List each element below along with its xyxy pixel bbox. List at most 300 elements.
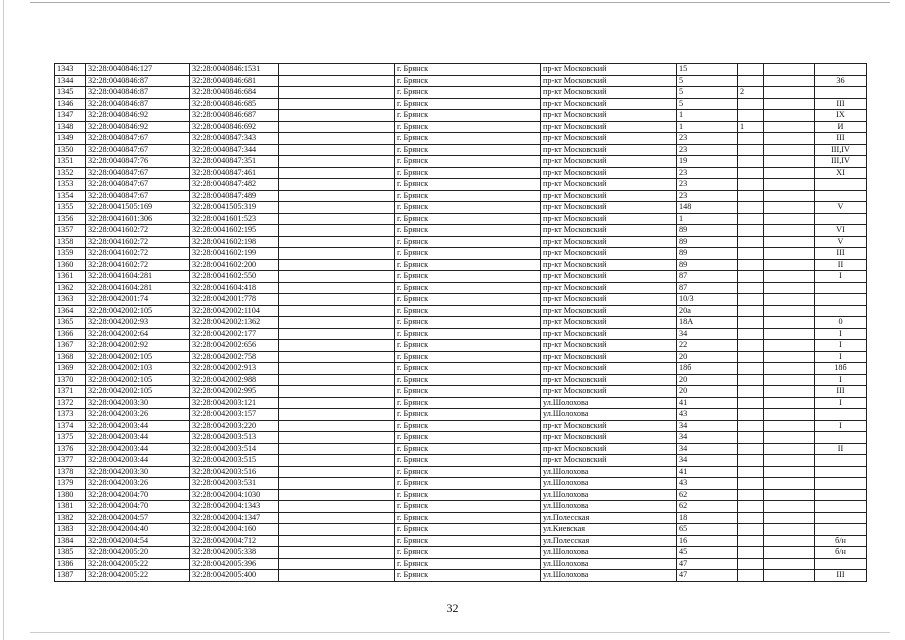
row-number-cell: 1378 bbox=[55, 466, 86, 478]
house-cell: 23 bbox=[677, 133, 738, 145]
parcel-cadastral-cell: 32:28:0040846:87 bbox=[86, 75, 190, 87]
empty-cell bbox=[279, 144, 395, 156]
city-cell: г. Брянск bbox=[395, 190, 541, 202]
empty-cell bbox=[279, 202, 395, 214]
premises-cell bbox=[815, 466, 867, 478]
table-row bbox=[55, 179, 867, 191]
empty-cell bbox=[764, 87, 815, 99]
empty-cell bbox=[279, 213, 395, 225]
building-cell bbox=[738, 501, 764, 513]
street-cell: пр-кт Московский bbox=[541, 386, 677, 398]
object-cadastral-cell: 32:28:0042004:1030 bbox=[190, 489, 279, 501]
building-cell bbox=[738, 340, 764, 352]
house-cell: 45 bbox=[677, 547, 738, 559]
object-cadastral-cell: 32:28:0040847:489 bbox=[190, 190, 279, 202]
building-cell bbox=[738, 478, 764, 490]
premises-cell: I bbox=[815, 420, 867, 432]
parcel-cadastral-cell: 32:28:0042003:44 bbox=[86, 455, 190, 467]
table-row bbox=[55, 501, 867, 513]
city-cell: г. Брянск bbox=[395, 466, 541, 478]
row-number-cell: 1370 bbox=[55, 374, 86, 386]
street-cell: пр-кт Московский bbox=[541, 87, 677, 99]
city-cell: г. Брянск bbox=[395, 248, 541, 260]
city-cell: г. Брянск bbox=[395, 144, 541, 156]
object-cadastral-cell: 32:28:0042003:514 bbox=[190, 443, 279, 455]
street-cell: пр-кт Московский bbox=[541, 305, 677, 317]
street-cell: пр-кт Московский bbox=[541, 282, 677, 294]
empty-cell bbox=[279, 225, 395, 237]
city-cell: г. Брянск bbox=[395, 547, 541, 559]
empty-cell bbox=[764, 409, 815, 421]
empty-cell bbox=[764, 466, 815, 478]
premises-cell bbox=[815, 179, 867, 191]
empty-cell bbox=[764, 489, 815, 501]
house-cell: 41 bbox=[677, 466, 738, 478]
house-cell: 34 bbox=[677, 420, 738, 432]
empty-cell bbox=[764, 225, 815, 237]
building-cell bbox=[738, 75, 764, 87]
parcel-cadastral-cell: 32:28:0042002:105 bbox=[86, 351, 190, 363]
empty-cell bbox=[764, 248, 815, 260]
premises-cell: I bbox=[815, 351, 867, 363]
object-cadastral-cell: 32:28:0042003:516 bbox=[190, 466, 279, 478]
premises-cell bbox=[815, 282, 867, 294]
street-cell: пр-кт Московский bbox=[541, 259, 677, 271]
row-number-cell: 1377 bbox=[55, 455, 86, 467]
parcel-cadastral-cell: 32:28:0042003:44 bbox=[86, 432, 190, 444]
city-cell: г. Брянск bbox=[395, 294, 541, 306]
building-cell bbox=[738, 305, 764, 317]
house-cell: 62 bbox=[677, 501, 738, 513]
street-cell: пр-кт Московский bbox=[541, 133, 677, 145]
building-cell bbox=[738, 64, 764, 76]
house-cell: 20 bbox=[677, 386, 738, 398]
parcel-cadastral-cell: 32:28:0042005:20 bbox=[86, 547, 190, 559]
parcel-cadastral-cell: 32:28:0041602:72 bbox=[86, 236, 190, 248]
object-cadastral-cell: 32:28:0042005:396 bbox=[190, 558, 279, 570]
premises-cell: б/н bbox=[815, 535, 867, 547]
object-cadastral-cell: 32:28:0042002:1104 bbox=[190, 305, 279, 317]
parcel-cadastral-cell: 32:28:0042004:40 bbox=[86, 524, 190, 536]
empty-cell bbox=[279, 305, 395, 317]
object-cadastral-cell: 32:28:0042002:758 bbox=[190, 351, 279, 363]
row-number-cell: 1386 bbox=[55, 558, 86, 570]
empty-cell bbox=[764, 236, 815, 248]
parcel-cadastral-cell: 32:28:0042002:105 bbox=[86, 305, 190, 317]
empty-cell bbox=[764, 259, 815, 271]
object-cadastral-cell: 32:28:0040846:681 bbox=[190, 75, 279, 87]
street-cell: ул.Шолохова bbox=[541, 489, 677, 501]
object-cadastral-cell: 32:28:0042002:995 bbox=[190, 386, 279, 398]
premises-cell: III,IV bbox=[815, 156, 867, 168]
empty-cell bbox=[764, 570, 815, 582]
street-cell: пр-кт Московский bbox=[541, 294, 677, 306]
parcel-cadastral-cell: 32:28:0040846:92 bbox=[86, 121, 190, 133]
street-cell: пр-кт Московский bbox=[541, 271, 677, 283]
empty-cell bbox=[279, 466, 395, 478]
scan-left-edge bbox=[3, 0, 4, 640]
empty-cell bbox=[279, 363, 395, 375]
parcel-cadastral-cell: 32:28:0042005:22 bbox=[86, 558, 190, 570]
empty-cell bbox=[279, 75, 395, 87]
city-cell: г. Брянск bbox=[395, 489, 541, 501]
table-row bbox=[55, 259, 867, 271]
building-cell bbox=[738, 397, 764, 409]
row-number-cell: 1344 bbox=[55, 75, 86, 87]
object-cadastral-cell: 32:28:0042003:157 bbox=[190, 409, 279, 421]
object-cadastral-cell: 32:28:0040847:344 bbox=[190, 144, 279, 156]
empty-cell bbox=[279, 328, 395, 340]
object-cadastral-cell: 32:28:0040847:343 bbox=[190, 133, 279, 145]
empty-cell bbox=[764, 558, 815, 570]
house-cell: 20 bbox=[677, 374, 738, 386]
parcel-cadastral-cell: 32:28:0042002:64 bbox=[86, 328, 190, 340]
building-cell bbox=[738, 420, 764, 432]
city-cell: г. Брянск bbox=[395, 133, 541, 145]
empty-cell bbox=[279, 489, 395, 501]
premises-cell bbox=[815, 64, 867, 76]
city-cell: г. Брянск bbox=[395, 167, 541, 179]
city-cell: г. Брянск bbox=[395, 87, 541, 99]
empty-cell bbox=[764, 397, 815, 409]
street-cell: пр-кт Московский bbox=[541, 236, 677, 248]
premises-cell: III,IV bbox=[815, 144, 867, 156]
parcel-cadastral-cell: 32:28:0042002:105 bbox=[86, 374, 190, 386]
object-cadastral-cell: 32:28:0042003:121 bbox=[190, 397, 279, 409]
house-cell: 89 bbox=[677, 225, 738, 237]
street-cell: пр-кт Московский bbox=[541, 351, 677, 363]
parcel-cadastral-cell: 32:28:0040847:76 bbox=[86, 156, 190, 168]
city-cell: г. Брянск bbox=[395, 524, 541, 536]
parcel-cadastral-cell: 32:28:0042001:74 bbox=[86, 294, 190, 306]
street-cell: пр-кт Московский bbox=[541, 420, 677, 432]
object-cadastral-cell: 32:28:0041602:198 bbox=[190, 236, 279, 248]
empty-cell bbox=[279, 167, 395, 179]
row-number-cell: 1350 bbox=[55, 144, 86, 156]
street-cell: пр-кт Московский bbox=[541, 317, 677, 329]
city-cell: г. Брянск bbox=[395, 455, 541, 467]
parcel-cadastral-cell: 32:28:0042003:44 bbox=[86, 420, 190, 432]
house-cell: 89 bbox=[677, 236, 738, 248]
table-row bbox=[55, 236, 867, 248]
house-cell: 34 bbox=[677, 455, 738, 467]
street-cell: пр-кт Московский bbox=[541, 156, 677, 168]
premises-cell: II bbox=[815, 443, 867, 455]
city-cell: г. Брянск bbox=[395, 397, 541, 409]
house-cell: 5 bbox=[677, 75, 738, 87]
city-cell: г. Брянск bbox=[395, 213, 541, 225]
house-cell: 5 bbox=[677, 98, 738, 110]
empty-cell bbox=[279, 535, 395, 547]
city-cell: г. Брянск bbox=[395, 535, 541, 547]
row-number-cell: 1371 bbox=[55, 386, 86, 398]
parcel-cadastral-cell: 32:28:0041505:169 bbox=[86, 202, 190, 214]
premises-cell bbox=[815, 213, 867, 225]
parcel-cadastral-cell: 32:28:0040846:127 bbox=[86, 64, 190, 76]
premises-cell: IX bbox=[815, 110, 867, 122]
object-cadastral-cell: 32:28:0042002:177 bbox=[190, 328, 279, 340]
empty-cell bbox=[279, 190, 395, 202]
table-row bbox=[55, 87, 867, 99]
empty-cell bbox=[279, 478, 395, 490]
parcel-cadastral-cell: 32:28:0040847:67 bbox=[86, 133, 190, 145]
house-cell: 5 bbox=[677, 87, 738, 99]
street-cell: пр-кт Московский bbox=[541, 225, 677, 237]
row-number-cell: 1351 bbox=[55, 156, 86, 168]
city-cell: г. Брянск bbox=[395, 75, 541, 87]
premises-cell: I bbox=[815, 271, 867, 283]
row-number-cell: 1382 bbox=[55, 512, 86, 524]
object-cadastral-cell: 32:28:0042004:1343 bbox=[190, 501, 279, 513]
house-cell: 22 bbox=[677, 340, 738, 352]
building-cell bbox=[738, 317, 764, 329]
empty-cell bbox=[764, 420, 815, 432]
building-cell bbox=[738, 190, 764, 202]
premises-cell: 18б bbox=[815, 363, 867, 375]
premises-cell bbox=[815, 294, 867, 306]
empty-cell bbox=[279, 179, 395, 191]
street-cell: пр-кт Московский bbox=[541, 190, 677, 202]
table-row bbox=[55, 374, 867, 386]
object-cadastral-cell: 32:28:0042002:656 bbox=[190, 340, 279, 352]
city-cell: г. Брянск bbox=[395, 179, 541, 191]
row-number-cell: 1381 bbox=[55, 501, 86, 513]
street-cell: пр-кт Московский bbox=[541, 432, 677, 444]
house-cell: 20а bbox=[677, 305, 738, 317]
table-row bbox=[55, 167, 867, 179]
object-cadastral-cell: 32:28:0041505:319 bbox=[190, 202, 279, 214]
empty-cell bbox=[279, 455, 395, 467]
object-cadastral-cell: 32:28:0041602:550 bbox=[190, 271, 279, 283]
empty-cell bbox=[764, 535, 815, 547]
premises-cell bbox=[815, 87, 867, 99]
empty-cell bbox=[279, 282, 395, 294]
empty-cell bbox=[279, 340, 395, 352]
empty-cell bbox=[279, 374, 395, 386]
row-number-cell: 1367 bbox=[55, 340, 86, 352]
table-row bbox=[55, 282, 867, 294]
premises-cell: I bbox=[815, 397, 867, 409]
empty-cell bbox=[279, 351, 395, 363]
city-cell: г. Брянск bbox=[395, 351, 541, 363]
street-cell: ул.Шолохова bbox=[541, 547, 677, 559]
building-cell bbox=[738, 432, 764, 444]
parcel-cadastral-cell: 32:28:0040846:87 bbox=[86, 98, 190, 110]
row-number-cell: 1387 bbox=[55, 570, 86, 582]
empty-cell bbox=[764, 75, 815, 87]
empty-cell bbox=[764, 121, 815, 133]
row-number-cell: 1375 bbox=[55, 432, 86, 444]
street-cell: ул.Шолохова bbox=[541, 478, 677, 490]
premises-cell bbox=[815, 512, 867, 524]
table-row bbox=[55, 213, 867, 225]
building-cell bbox=[738, 213, 764, 225]
house-cell: 43 bbox=[677, 409, 738, 421]
row-number-cell: 1364 bbox=[55, 305, 86, 317]
empty-cell bbox=[279, 547, 395, 559]
table-row bbox=[55, 225, 867, 237]
row-number-cell: 1352 bbox=[55, 167, 86, 179]
row-number-cell: 1357 bbox=[55, 225, 86, 237]
empty-cell bbox=[279, 121, 395, 133]
row-number-cell: 1383 bbox=[55, 524, 86, 536]
row-number-cell: 1374 bbox=[55, 420, 86, 432]
premises-cell: III bbox=[815, 570, 867, 582]
premises-cell: I bbox=[815, 328, 867, 340]
street-cell: пр-кт Московский bbox=[541, 443, 677, 455]
row-number-cell: 1373 bbox=[55, 409, 86, 421]
empty-cell bbox=[279, 156, 395, 168]
empty-cell bbox=[764, 432, 815, 444]
parcel-cadastral-cell: 32:28:0040847:67 bbox=[86, 144, 190, 156]
empty-cell bbox=[279, 98, 395, 110]
premises-cell: 0 bbox=[815, 317, 867, 329]
table-row bbox=[55, 144, 867, 156]
street-cell: ул.Шолохова bbox=[541, 570, 677, 582]
premises-cell: V bbox=[815, 202, 867, 214]
row-number-cell: 1355 bbox=[55, 202, 86, 214]
table-row bbox=[55, 524, 867, 536]
empty-cell bbox=[764, 271, 815, 283]
building-cell: 1 bbox=[738, 121, 764, 133]
scan-top-edge bbox=[30, 2, 890, 3]
parcel-cadastral-cell: 32:28:0041602:72 bbox=[86, 225, 190, 237]
table-row bbox=[55, 98, 867, 110]
premises-cell: I bbox=[815, 340, 867, 352]
premises-cell: II bbox=[815, 259, 867, 271]
premises-cell: III bbox=[815, 133, 867, 145]
building-cell bbox=[738, 271, 764, 283]
row-number-cell: 1358 bbox=[55, 236, 86, 248]
street-cell: пр-кт Московский bbox=[541, 144, 677, 156]
empty-cell bbox=[764, 190, 815, 202]
parcel-cadastral-cell: 32:28:0040847:67 bbox=[86, 167, 190, 179]
city-cell: г. Брянск bbox=[395, 328, 541, 340]
empty-cell bbox=[764, 133, 815, 145]
building-cell bbox=[738, 386, 764, 398]
table-row bbox=[55, 535, 867, 547]
city-cell: г. Брянск bbox=[395, 558, 541, 570]
object-cadastral-cell: 32:28:0042001:778 bbox=[190, 294, 279, 306]
row-number-cell: 1353 bbox=[55, 179, 86, 191]
object-cadastral-cell: 32:28:0040846:1531 bbox=[190, 64, 279, 76]
empty-cell bbox=[279, 133, 395, 145]
street-cell: ул.Шолохова bbox=[541, 466, 677, 478]
street-cell: ул.Шолохова bbox=[541, 409, 677, 421]
house-cell: 65 bbox=[677, 524, 738, 536]
object-cadastral-cell: 32:28:0042002:988 bbox=[190, 374, 279, 386]
building-cell bbox=[738, 535, 764, 547]
empty-cell bbox=[764, 374, 815, 386]
city-cell: г. Брянск bbox=[395, 156, 541, 168]
building-cell bbox=[738, 144, 764, 156]
city-cell: г. Брянск bbox=[395, 121, 541, 133]
premises-cell: III bbox=[815, 248, 867, 260]
house-cell: 20 bbox=[677, 351, 738, 363]
empty-cell bbox=[764, 213, 815, 225]
house-cell: 10/3 bbox=[677, 294, 738, 306]
parcel-cadastral-cell: 32:28:0042004:54 bbox=[86, 535, 190, 547]
city-cell: г. Брянск bbox=[395, 236, 541, 248]
object-cadastral-cell: 32:28:0042003:220 bbox=[190, 420, 279, 432]
table-row bbox=[55, 443, 867, 455]
building-cell bbox=[738, 466, 764, 478]
empty-cell bbox=[279, 110, 395, 122]
object-cadastral-cell: 32:28:0042003:531 bbox=[190, 478, 279, 490]
street-cell: пр-кт Московский bbox=[541, 363, 677, 375]
object-cadastral-cell: 32:28:0041602:199 bbox=[190, 248, 279, 260]
building-cell bbox=[738, 524, 764, 536]
building-cell bbox=[738, 547, 764, 559]
city-cell: г. Брянск bbox=[395, 363, 541, 375]
street-cell: ул.Шолохова bbox=[541, 397, 677, 409]
street-cell: пр-кт Московский bbox=[541, 179, 677, 191]
parcel-cadastral-cell: 32:28:0040847:67 bbox=[86, 179, 190, 191]
building-cell bbox=[738, 282, 764, 294]
premises-cell: 36 bbox=[815, 75, 867, 87]
table-row bbox=[55, 570, 867, 582]
premises-cell bbox=[815, 455, 867, 467]
city-cell: г. Брянск bbox=[395, 110, 541, 122]
city-cell: г. Брянск bbox=[395, 64, 541, 76]
row-number-cell: 1385 bbox=[55, 547, 86, 559]
house-cell: 1 bbox=[677, 110, 738, 122]
parcel-cadastral-cell: 32:28:0042002:93 bbox=[86, 317, 190, 329]
building-cell bbox=[738, 558, 764, 570]
parcel-cadastral-cell: 32:28:0042005:22 bbox=[86, 570, 190, 582]
premises-cell: XI bbox=[815, 167, 867, 179]
building-cell bbox=[738, 225, 764, 237]
object-cadastral-cell: 32:28:0040846:685 bbox=[190, 98, 279, 110]
house-cell: 47 bbox=[677, 570, 738, 582]
city-cell: г. Брянск bbox=[395, 225, 541, 237]
table-row bbox=[55, 489, 867, 501]
table-row bbox=[55, 363, 867, 375]
house-cell: 89 bbox=[677, 259, 738, 271]
empty-cell bbox=[764, 328, 815, 340]
row-number-cell: 1362 bbox=[55, 282, 86, 294]
building-cell bbox=[738, 363, 764, 375]
empty-cell bbox=[279, 443, 395, 455]
table-row bbox=[55, 328, 867, 340]
house-cell: 43 bbox=[677, 478, 738, 490]
empty-cell bbox=[764, 501, 815, 513]
table-row bbox=[55, 409, 867, 421]
building-cell bbox=[738, 179, 764, 191]
city-cell: г. Брянск bbox=[395, 202, 541, 214]
empty-cell bbox=[764, 156, 815, 168]
table-row bbox=[55, 466, 867, 478]
premises-cell: III bbox=[815, 98, 867, 110]
row-number-cell: 1376 bbox=[55, 443, 86, 455]
parcel-cadastral-cell: 32:28:0041601:306 bbox=[86, 213, 190, 225]
object-cadastral-cell: 32:28:0040846:692 bbox=[190, 121, 279, 133]
premises-cell: III bbox=[815, 386, 867, 398]
city-cell: г. Брянск bbox=[395, 98, 541, 110]
street-cell: пр-кт Московский bbox=[541, 121, 677, 133]
parcel-cadastral-cell: 32:28:0040846:87 bbox=[86, 87, 190, 99]
house-cell: 16 bbox=[677, 535, 738, 547]
row-number-cell: 1372 bbox=[55, 397, 86, 409]
city-cell: г. Брянск bbox=[395, 282, 541, 294]
row-number-cell: 1345 bbox=[55, 87, 86, 99]
house-cell: 41 bbox=[677, 397, 738, 409]
empty-cell bbox=[764, 305, 815, 317]
object-cadastral-cell: 32:28:0040847:482 bbox=[190, 179, 279, 191]
building-cell bbox=[738, 248, 764, 260]
building-cell bbox=[738, 259, 764, 271]
parcel-cadastral-cell: 32:28:0041604:281 bbox=[86, 282, 190, 294]
